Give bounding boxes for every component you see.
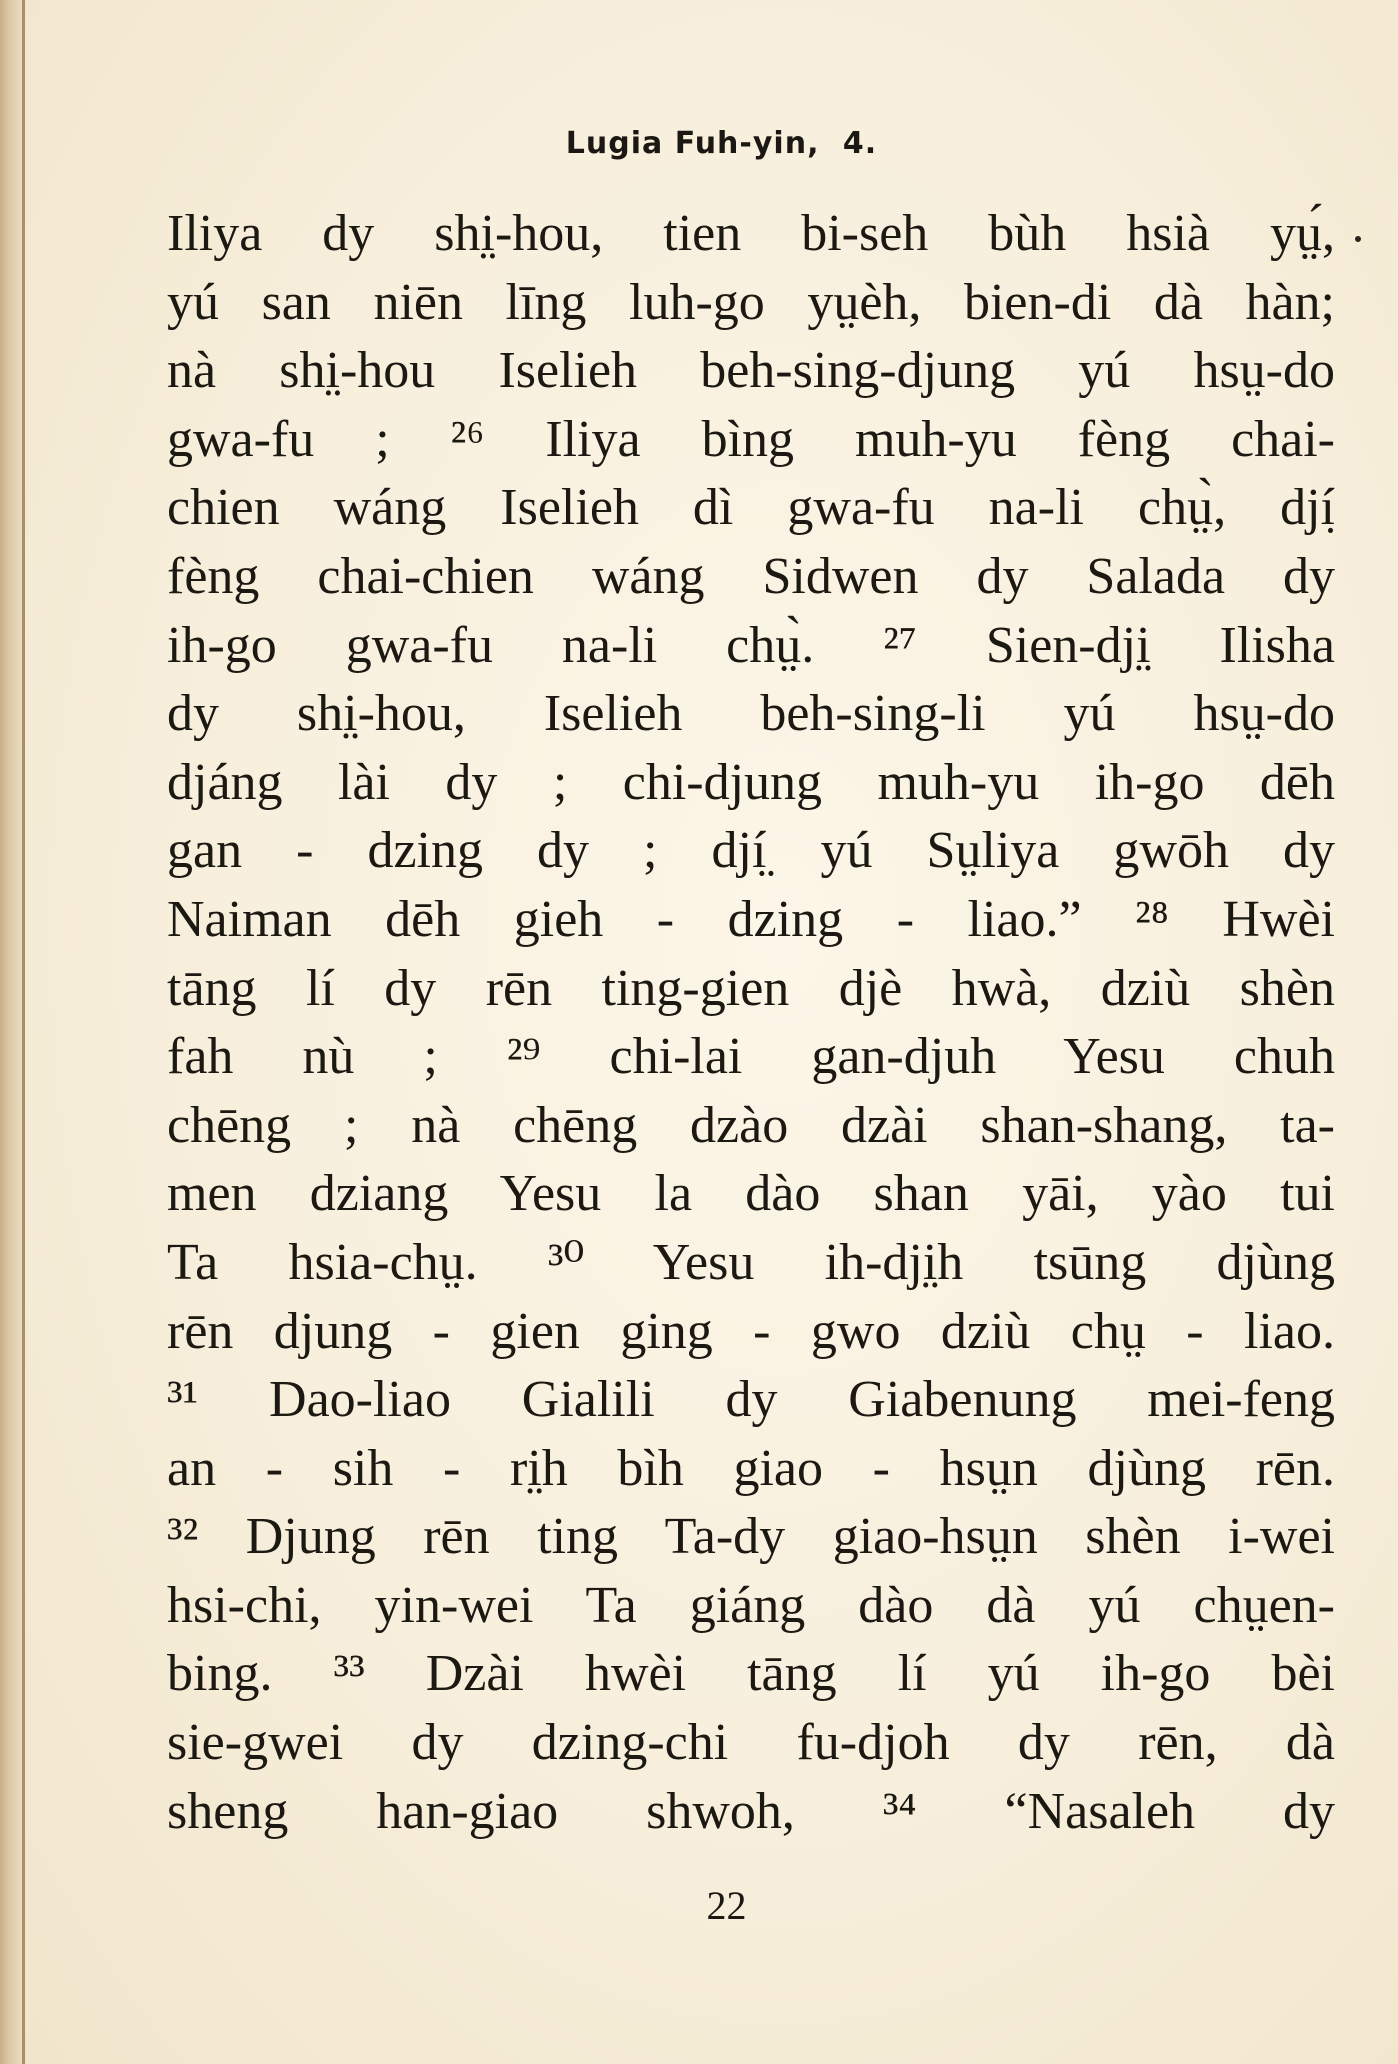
text-line: Iliya dy shi̤-hou, tien bi-seh bùh hsià yṳ́, — [167, 205, 1335, 262]
text-line: ³¹ Dao-liao Gialili dy Giabenung mei-feng — [167, 1371, 1335, 1429]
book-spine-edge — [0, 0, 22, 2064]
text-line: rēn djung - gien ging - gwo dziù chṳ - liao. — [167, 1302, 1335, 1360]
text-line: Ta hsia-chṳ. ³⁰ Yesu ih-dji̤h tsūng djùng — [167, 1233, 1335, 1291]
text-line: men dziang Yesu la dào shan yāi, yào tui — [167, 1165, 1335, 1223]
text-line: sie-gwei dy dzing-chi fu-djoh dy rēn, dà — [167, 1714, 1335, 1772]
text-line: chien wáng Iselieh dì gwa-fu na-li chṳ̀, djí̤ — [167, 479, 1335, 537]
text-line: nà shi̤-hou Iselieh beh-sing-djung yú hsṳ-do — [167, 342, 1335, 400]
text-line: chēng ; nà chēng dzào dzài shan-shang, ta- — [167, 1096, 1335, 1154]
text-line: an - sih - ri̤h bìh giao - hsṳn djùng rēn. — [167, 1439, 1335, 1497]
text-line: yú san niēn līng luh-go yṳèh, bien-di dà hàn; — [167, 273, 1335, 331]
text-line: dy shi̤-hou, Iselieh beh-sing-li yú hsṳ-do — [167, 685, 1335, 743]
chapter-number: 4. — [842, 126, 878, 161]
margin-dot-mark — [1355, 236, 1361, 242]
page-number: 22 — [706, 1883, 747, 1928]
text-line: ih-go gwa-fu na-li chṳ̀. ²⁷ Sien-dji̤ Ilisha — [167, 616, 1335, 674]
text-line: gan - dzing dy ; djí̤ yú Sṳliya gwōh dy — [167, 822, 1335, 880]
text-line: ³² Djung rēn ting Ta-dy giao-hsṳn shèn i-wei — [167, 1508, 1335, 1566]
text-line: hsi-chi, yin-wei Ta giáng dào dà yú chṳen- — [167, 1576, 1335, 1634]
verse-text-block — [167, 200, 1335, 1846]
running-title: Lugia Fuh-yin, — [565, 126, 820, 161]
running-head — [25, 126, 1398, 161]
text-line: fèng chai-chien wáng Sidwen dy Salada dy — [167, 547, 1335, 605]
text-line: fah nù ; ²⁹ chi-lai gan-djuh Yesu chuh — [167, 1028, 1335, 1086]
text-line: sheng han-giao shwoh, ³⁴ “Nasaleh dy — [167, 1782, 1335, 1840]
text-line: djáng lài dy ; chi-djung muh-yu ih-go dēh — [167, 753, 1335, 811]
book-page — [25, 0, 1398, 2064]
text-line: tāng lí dy rēn ting-gien djè hwà, dziù shèn — [167, 959, 1335, 1017]
text-line: bing. ³³ Dzài hwèi tāng lí yú ih-go bèi — [167, 1645, 1335, 1703]
text-line: gwa-fu ; ²⁶ Iliya bìng muh-yu fèng chai- — [167, 410, 1335, 468]
text-line: Naiman dēh gieh - dzing - liao.” ²⁸ Hwèi — [167, 890, 1335, 948]
